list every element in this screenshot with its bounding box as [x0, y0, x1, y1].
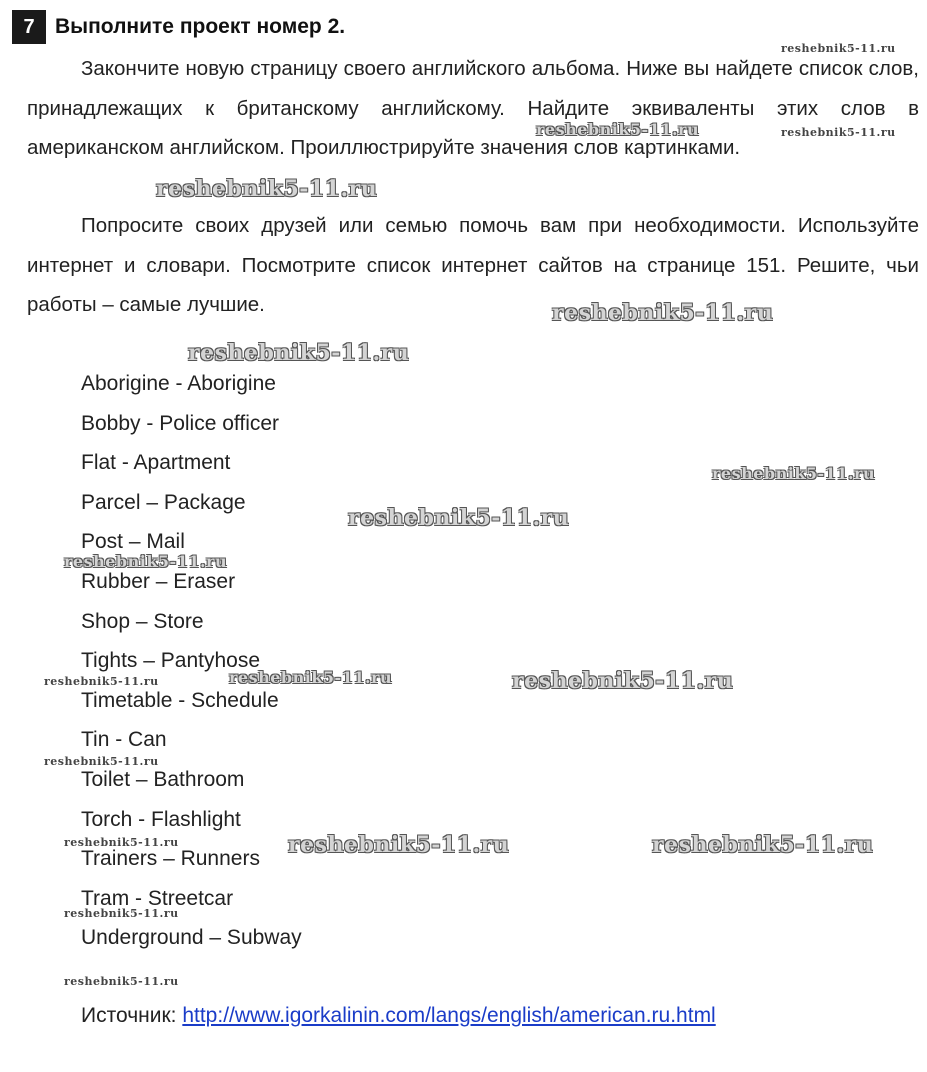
watermark: reshebnik5-11.ru	[188, 340, 410, 366]
word-pair-item: Parcel – Package	[81, 490, 246, 514]
word-pair-item: Aborigine - Aborigine	[81, 372, 276, 395]
word-pair-item: Flat - Apartment	[81, 451, 231, 475]
watermark: reshebnik5-11.ru	[44, 675, 159, 688]
watermark: reshebnik5-11.ru	[64, 552, 228, 571]
source-link[interactable]: http://www.igorkalinin.com/langs/english/american.ru.html	[182, 1004, 716, 1027]
word-pair-item: Timetable - Schedule	[81, 688, 279, 712]
task-number-badge: 7	[12, 10, 46, 44]
word-pair-item: Shop – Store	[81, 609, 204, 633]
word-pair-item: Tights – Pantyhose	[81, 649, 260, 673]
watermark: reshebnik5-11.ru	[64, 975, 179, 988]
task-title: Выполните проект номер 2.	[55, 15, 346, 38]
watermark: reshebnik5-11.ru	[64, 836, 179, 849]
word-pair-item: Toilet – Bathroom	[81, 767, 245, 791]
watermark: reshebnik5-11.ru	[712, 464, 876, 483]
word-pair-item: Rubber – Eraser	[81, 569, 236, 593]
watermark: reshebnik5-11.ru	[288, 832, 510, 858]
instruction-paragraph-2	[27, 206, 919, 325]
watermark: reshebnik5-11.ru	[64, 907, 179, 920]
source-line	[81, 998, 716, 1034]
watermark: reshebnik5-11.ru	[536, 120, 700, 139]
watermark: reshebnik5-11.ru	[781, 126, 896, 139]
task-header	[12, 10, 345, 44]
watermark: reshebnik5-11.ru	[229, 668, 393, 687]
word-pair-item: Torch - Flashlight	[81, 807, 241, 831]
word-pair-item: Bobby - Police officer	[81, 411, 280, 435]
watermark: reshebnik5-11.ru	[552, 300, 774, 326]
word-pair-item: Underground – Subway	[81, 926, 302, 950]
paragraph-text: Попросите своих друзей или семью помочь вам при необходимости. Используйте интернет и словари. Посмотрите список интернет сайтов на странице 151. Решите, чьи работы – самые лучшие.	[27, 214, 919, 316]
watermark: reshebnik5-11.ru	[652, 832, 874, 858]
watermark: reshebnik5-11.ru	[348, 505, 570, 531]
source-label: Источник:	[81, 1004, 183, 1027]
word-pairs-list	[81, 364, 302, 958]
word-pair-item: Trainers – Runners	[81, 847, 260, 871]
instruction-paragraph-1	[27, 49, 919, 168]
paragraph-text: Закончите новую страницу своего английского альбома. Ниже вы найдете список слов, принадлежащих к британскому английскому. Найдите эквиваленты этих слов в американском английском. Проиллюстрируйте значения слов картинками.	[27, 57, 919, 159]
word-pair-item: Tin - Can	[81, 728, 167, 752]
watermark: reshebnik5-11.ru	[781, 42, 896, 55]
word-pair-item: Tram - Streetcar	[81, 886, 234, 910]
watermark: reshebnik5-11.ru	[156, 176, 378, 202]
watermark: reshebnik5-11.ru	[44, 755, 159, 768]
word-pair-item: Post – Mail	[81, 530, 185, 554]
watermark: reshebnik5-11.ru	[512, 668, 734, 694]
